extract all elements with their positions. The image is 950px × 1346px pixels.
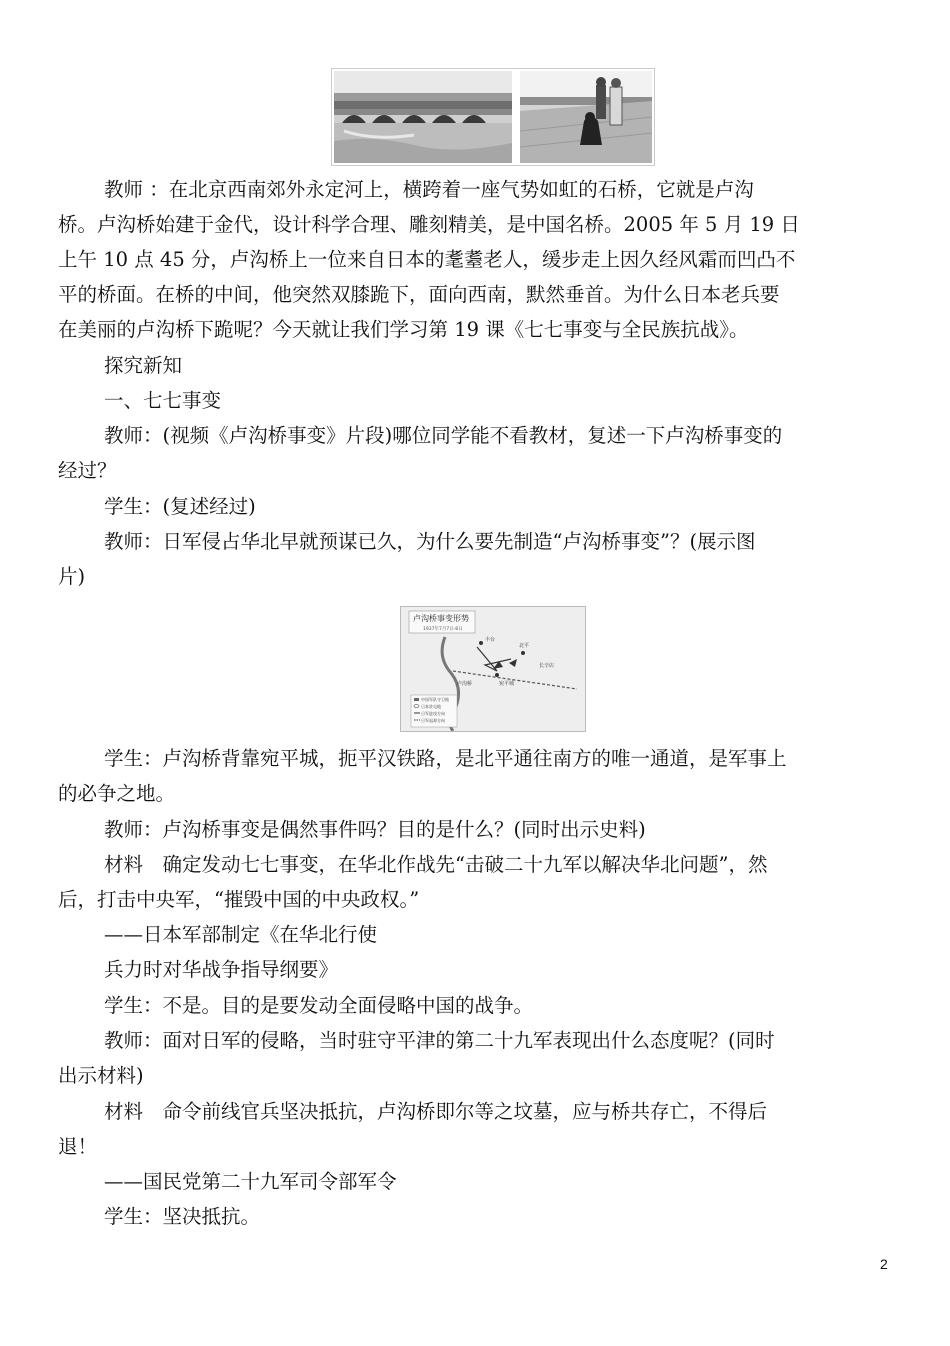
text-line: 片): [58, 565, 86, 588]
text-line: 教师：日军侵占华北早就预谋已久，为什么要先制造“卢沟桥事变”？(展示图: [104, 530, 756, 553]
photo-strip: [331, 68, 655, 166]
text-line: 教师：卢沟桥事变是偶然事件吗？目的是什么？(同时出示史料): [104, 818, 646, 841]
text-line: 学生：不是。目的是要发动全面侵略中国的战争。: [104, 994, 534, 1017]
text-line: 教师 ：在北京西南郊外永定河上，横跨着一座气势如虹的石桥，它就是卢沟: [104, 178, 754, 201]
source-citation: ——日本军部制定《在华北行使: [104, 923, 378, 946]
text-line: 学生：坚决抵抗。: [104, 1205, 261, 1228]
text-line: 材料 命令前线官兵坚决抵抗，卢沟桥即尔等之坟墓，应与桥共存亡，不得后: [104, 1100, 768, 1123]
page-number: 2: [880, 1256, 888, 1272]
lugou-bridge-map: [400, 606, 586, 732]
text-line: 上午 10 点 45 分，卢沟桥上一位来自日本的耄耋老人，缓步走上因久经风霜而凹凸不: [58, 248, 796, 271]
kneeling-veteran-photo: [520, 71, 652, 163]
text-line: 学生：卢沟桥背靠宛平城，扼平汉铁路，是北平通往南方的唯一通道，是军事上: [104, 747, 787, 770]
text-line: 在美丽的卢沟桥下跪呢？今天就让我们学习第 19 课《七七事变与全民族抗战》。: [58, 318, 749, 341]
text-line: 桥。卢沟桥始建于金代，设计科学合理、雕刻精美，是中国名桥。2005 年 5 月 19 日: [58, 213, 800, 236]
map-label: 北平: [519, 643, 530, 649]
text-line: 教师：(视频《卢沟桥事变》片段)哪位同学能不看教材，复述一下卢沟桥事变的: [104, 424, 783, 447]
map-label: 卢沟桥: [457, 681, 473, 687]
text-line: 后，打击中央军，“摧毁中国的中央政权。”: [58, 888, 420, 911]
map-title: 卢沟桥事变形势: [413, 614, 469, 623]
text-line: 学生：(复述经过): [104, 495, 256, 518]
source-citation: ——国民党第二十九军司令部军令: [104, 1170, 397, 1193]
map-label: 丰台: [485, 637, 496, 643]
text-line: 经过？: [58, 459, 117, 482]
text-line: 平的桥面。在桥的中间，他突然双膝跪下，面向西南，默然垂首。为什么日本老兵要: [58, 283, 780, 306]
map-label: 长辛店: [539, 663, 555, 669]
bridge-photo: [334, 71, 512, 163]
text-line: 出示材料): [58, 1064, 144, 1087]
map-legend-item: 日本驻屯地: [421, 704, 441, 709]
text-line: 材料 确定发动七七事变，在华北作战先“击破二十九军以解决华北问题”，然: [104, 853, 768, 876]
text-line: 退！: [58, 1135, 98, 1158]
map-label: 宛平城: [499, 681, 515, 687]
text-line: 的必争之地。: [58, 782, 176, 805]
map-legend-item: 日军退却方向: [421, 718, 445, 723]
section-heading-explore: 探究新知: [104, 354, 183, 377]
map-legend-item: 日军进攻方向: [421, 711, 445, 716]
source-citation: 兵力时对华战争指导纲要》: [104, 958, 339, 981]
text-line: 教师：面对日军的侵略，当时驻守平津的第二十九军表现出什么态度呢？(同时: [104, 1029, 775, 1052]
map-subtitle: 1937年7月7日-8日: [423, 627, 463, 632]
map-legend-item: 中国军队守卫地: [421, 697, 449, 702]
section-heading: 一、七七事变: [104, 389, 222, 412]
